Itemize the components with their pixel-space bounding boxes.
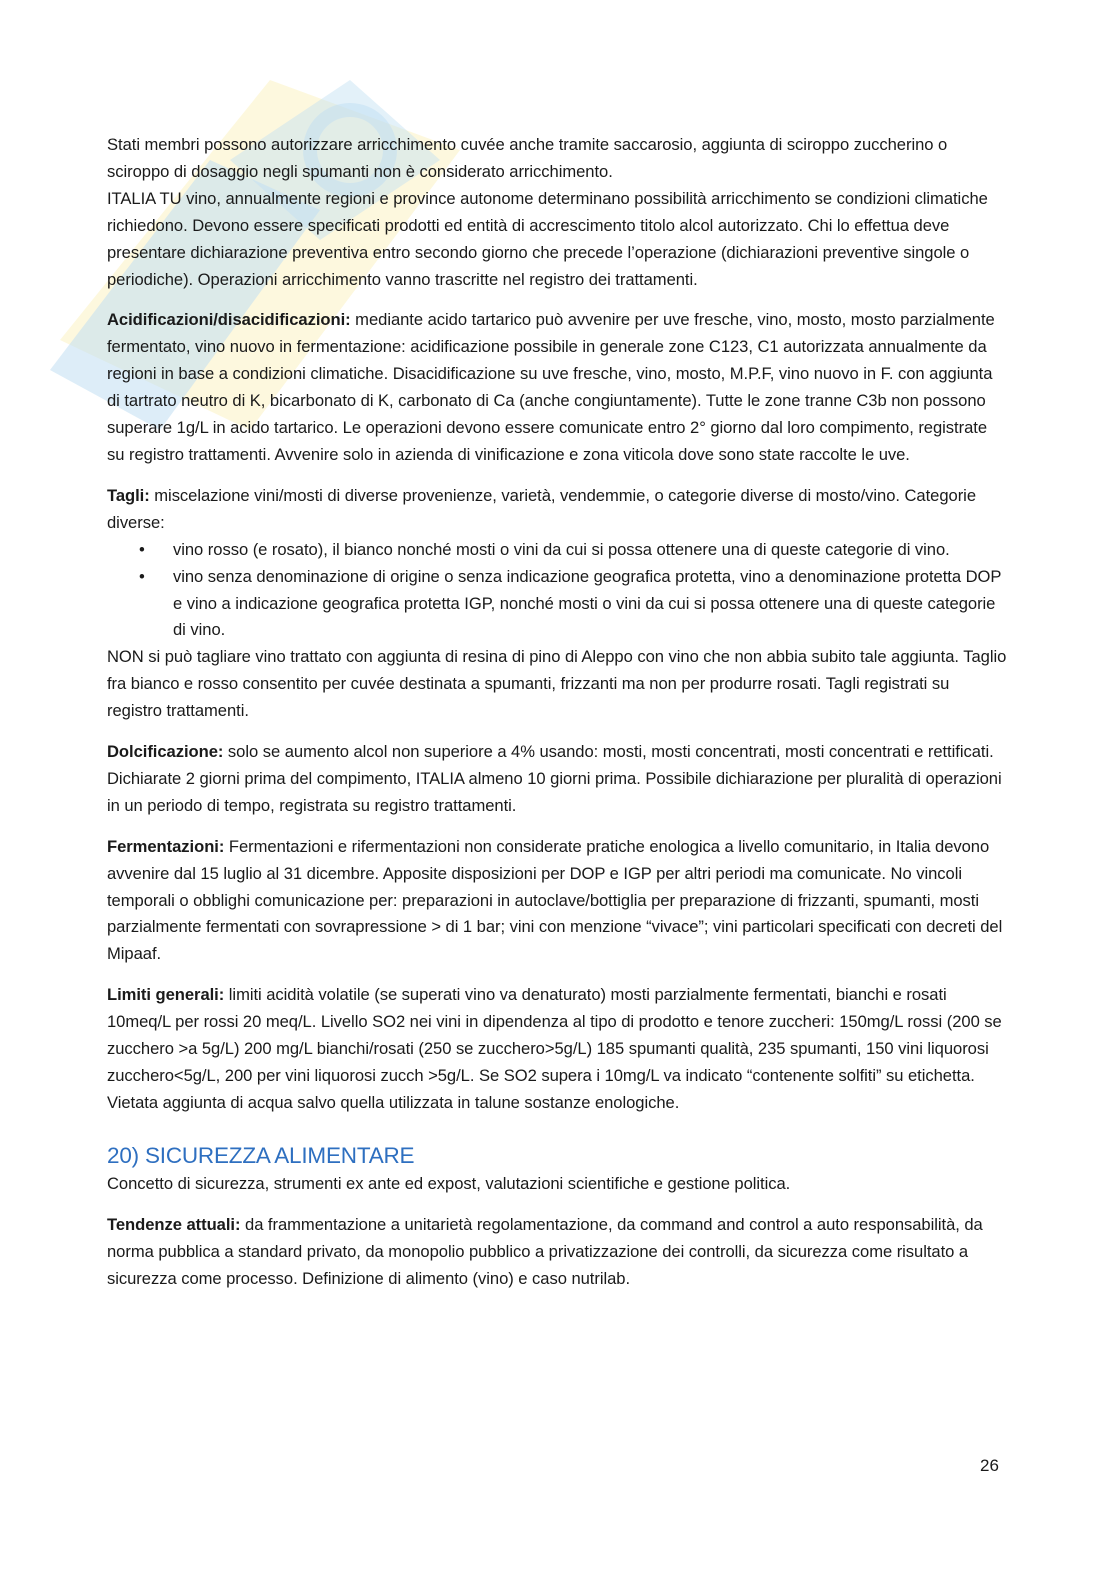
text-dolcificazione: solo se aumento alcol non superiore a 4% usando: mosti, mosti concentrati, mosti concentrati e rettificati. Dichiarate 2 giorni prima del compimento, ITALIA almeno 10 giorni prima. Possibile dichiarazione per pluralità di operazioni in un periodo di tempo, registrata su registro trattamenti. xyxy=(107,742,1002,815)
label-acidificazioni: Acidificazioni/disacidificazioni: xyxy=(107,310,351,330)
label-tendenze: Tendenze attuali: xyxy=(107,1214,241,1234)
paragraph-italia: ITALIA TU vino, annualmente regioni e province autonome determinano possibilità arricchimento se condizioni climatiche richiedono. Devono essere specificati prodotti ed entità di accrescimento titolo alcol autorizzato. Chi lo effettua deve presentare dichiarazione preventiva entro secondo giorno che precede l’operazione (dichiarazioni preventive singole o periodiche). Operazioni arricchimento vanno trascritte nel registro dei trattamenti. xyxy=(107,188,988,289)
paragraph-tagli xyxy=(107,483,1007,537)
tagli-list xyxy=(107,537,1007,645)
paragraph-limiti xyxy=(107,982,1007,1117)
label-limiti: Limiti generali: xyxy=(107,985,225,1005)
paragraph-tagli-after: NON si può tagliare vino trattato con aggiunta di resina di pino di Aleppo con vino che non abbia subito tale aggiunta. Taglio fra bianco e rosso consentito per cuvée destinata a spumanti, frizzanti ma non per produrre rosati. Tagli registrati su registro trattamenti. xyxy=(107,647,1007,721)
text-limiti: limiti acidità volatile (se superati vino va denaturato) mosti parzialmente fermentati, bianchi e rosati 10meq/L per rossi 20 meq/L. Livello SO2 nei vini in dipendenza al tipo di prodotto e tenore zuccheri: 150mg/L rossi (200 se zucchero >a 5g/L) 200 mg/L bianchi/rosati (250 se zucchero>5g/L) 185 spumanti qualità, 235 spumanti, 150 vini liquorosi zucchero<5g/L, 200 per vini liquorosi zucch >5g/L. Se SO2 supera i 10mg/L va indicato “contenente solfiti” su etichetta. Vietata aggiunta di acqua salvo quella utilizzata in talune sostanze enologiche. xyxy=(107,985,1002,1112)
section-heading: 20) SICUREZZA ALIMENTARE xyxy=(107,1142,415,1168)
paragraph-tendenze xyxy=(107,1212,1007,1293)
label-dolcificazione: Dolcificazione: xyxy=(107,742,224,762)
bullet-icon: • xyxy=(139,539,145,559)
list-item: • vino rosso (e rosato), il bianco nonché mosti o vini da cui si possa ottenere una di queste categorie di vino. xyxy=(107,537,1007,564)
paragraph-sicurezza-intro: Concetto di sicurezza, strumenti ex ante ed expost, valutazioni scientifiche e gestione politica. xyxy=(107,1173,791,1193)
text-acidificazioni: mediante acido tartarico può avvenire per uve fresche, vino, mosto, mosto parzialmente fermentato, vino nuovo in fermentazione: acidificazione possibile in generale zone C123, C1 autorizzata annualmente da regioni in base a condizioni climatiche. Disacidificazione su uve fresche, vino, mosto, M.P.F, vino nuovo in F. con aggiunta di tartrato neutro di K, bicarbonato di K, carbonato di Ca (anche congiuntamente). Tutte le zone tranne C3b non possono superare 1g/L in acido tartarico. Le operazioni devono essere comunicate entro 2° giorno dal loro compimento, registrate su registro trattamenti. Avvenire solo in azienda di vinificazione e zona viticola dove sono state raccolte le uve. xyxy=(107,310,995,464)
paragraph-dolcificazione xyxy=(107,739,1007,820)
paragraph-arricchimento: Stati membri possono autorizzare arricchimento cuvée anche tramite saccarosio, aggiunta di sciroppo zuccherino o sciroppo di dosaggio negli spumanti non è considerato arricchimento. xyxy=(107,135,948,181)
text-tendenze: da frammentazione a unitarietà regolamentazione, da command and control a auto responsabilità, da norma pubblica a standard privato, da monopolio pubblico a privatizzazione dei controlli, da sicurezza come risultato a sicurezza come processo. Definizione di alimento (vino) e caso nutrilab. xyxy=(107,1214,983,1288)
paragraph-acidificazioni xyxy=(107,307,1007,468)
label-fermentazioni: Fermentazioni: xyxy=(107,836,225,856)
text-tagli: miscelazione vini/mosti di diverse provenienze, varietà, vendemmie, o categorie diverse di mosto/vino. Categorie diverse: xyxy=(107,485,976,532)
page-number: 26 xyxy=(980,1456,999,1475)
text-fermentazioni: Fermentazioni e rifermentazioni non considerate pratiche enologica a livello comunitario, in Italia devono avvenire dal 15 luglio al 31 dicembre. Apposite disposizioni per DOP e IGP per altri periodi ma comunicate. No vincoli temporali o obblighi comunicazione per: preparazioni in autoclave/bottiglia per preparazione di frizzanti, spumanti, mosti parzialmente fermentati con sovrapressione > di 1 bar; vini con menzione “vivace”; vini particolari specificati con decreti del Mipaaf. xyxy=(107,836,1003,964)
bullet-icon: • xyxy=(139,566,145,586)
label-tagli: Tagli: xyxy=(107,485,150,505)
paragraph-fermentazioni xyxy=(107,834,1007,969)
page-body xyxy=(107,132,1007,1292)
list-item: • vino senza denominazione di origine o senza indicazione geografica protetta, vino a denominazione protetta DOP e vino a indicazione geografica protetta IGP, nonché mosti o vini da cui si possa ottenere una di queste categorie di vino. xyxy=(107,564,1007,645)
